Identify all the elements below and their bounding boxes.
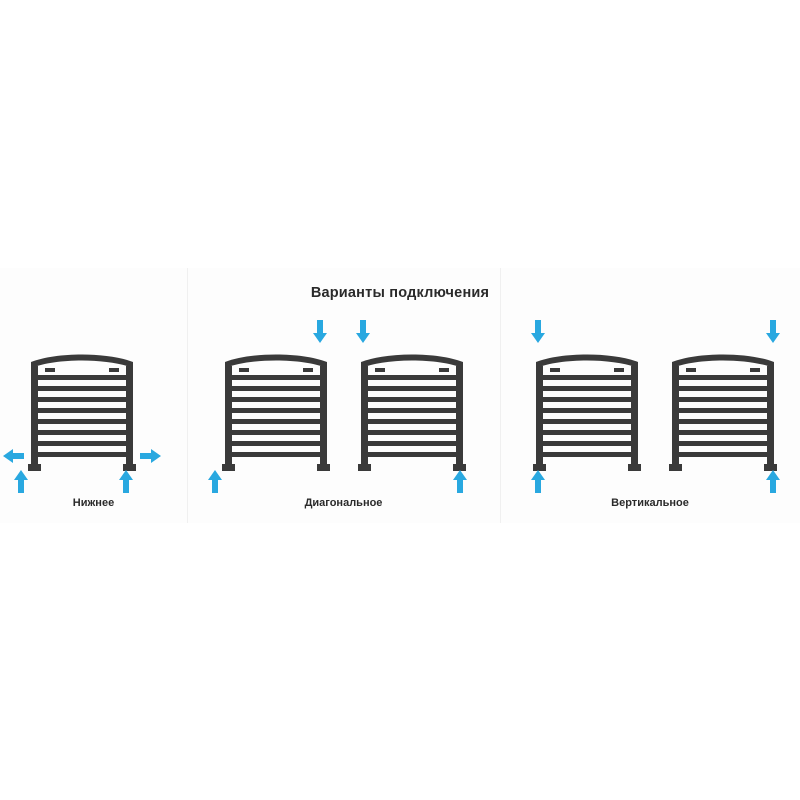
radiator-diagonal-2	[347, 344, 477, 474]
radiator-bottom-1	[17, 344, 147, 474]
arrow-bottom-left-up-icon	[13, 470, 29, 494]
group-label-diagonal: Диагональное	[304, 497, 383, 509]
arrow-bottom-left-up-icon	[530, 470, 546, 494]
page-title: Варианты подключения	[310, 285, 490, 301]
connection-group-diagonal	[187, 330, 500, 520]
arrow-right-in-icon	[140, 448, 162, 464]
arrow-top-left-down-icon	[355, 320, 371, 344]
radiator-vertical-1	[522, 344, 652, 474]
group-label-vertical: Вертикальное	[611, 497, 689, 509]
arrow-bottom-right-up-icon	[118, 470, 134, 494]
connection-group-bottom	[0, 330, 187, 520]
radiator-diagonal-1	[211, 344, 341, 474]
arrow-bottom-right-up-icon	[452, 470, 468, 494]
radiator-vertical-2	[658, 344, 788, 474]
arrow-left-in-icon	[3, 448, 25, 464]
arrow-top-right-down-icon	[312, 320, 328, 344]
arrow-top-right-down-icon	[765, 320, 781, 344]
connection-group-vertical	[500, 330, 800, 520]
arrow-bottom-left-up-icon	[207, 470, 223, 494]
arrow-bottom-right-up-icon	[765, 470, 781, 494]
arrow-top-left-down-icon	[530, 320, 546, 344]
group-label-bottom: Нижнее	[72, 497, 115, 509]
